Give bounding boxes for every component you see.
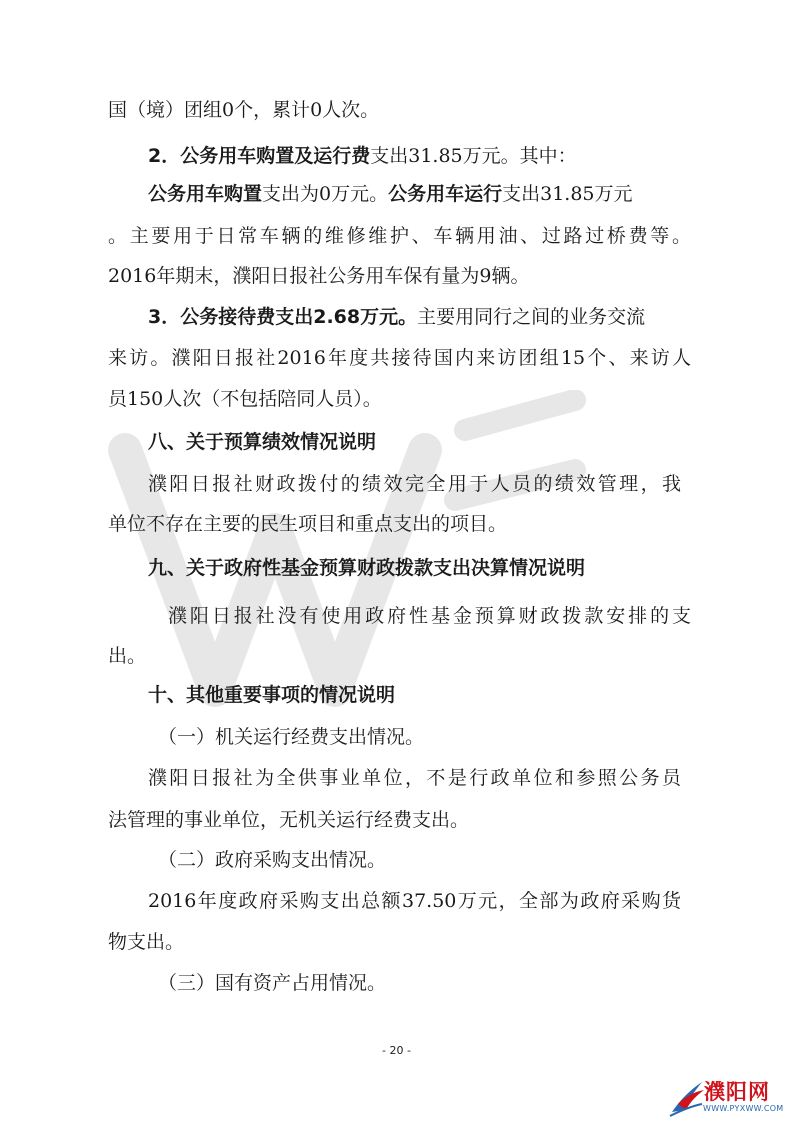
page-number: - 20 -	[382, 1044, 411, 1057]
bold-heading-text: 2．公务用车购置及运行费	[148, 145, 371, 167]
body-text: 支出31.85万元	[502, 183, 633, 205]
paragraph-line: 出。	[108, 645, 147, 667]
paragraph-line: 法管理的事业单位，无机关运行经费支出。	[108, 809, 470, 831]
paragraph-line	[148, 144, 793, 168]
body-text: 主要用同行之间的业务交流	[417, 306, 646, 328]
paragraph-line: 物支出。	[108, 931, 185, 953]
body-text: 支出为0万元。	[262, 183, 389, 205]
bold-heading-text: 公务用车运行	[388, 183, 503, 205]
subsection-heading: （一）机关运行经费支出情况。	[158, 726, 425, 748]
paragraph-line: 濮阳日报社没有使用政府性基金预算财政拨款安排的支	[168, 605, 691, 627]
paragraph-line: 来访。濮阳日报社2016年度共接待国内来访团组15个、来访人	[108, 347, 691, 369]
paragraph-line: 濮阳日报社财政拨付的绩效完全用于人员的绩效管理，我	[148, 473, 681, 495]
subsection-heading: （三）国有资产占用情况。	[158, 972, 387, 994]
section-heading: 八、关于预算绩效情况说明	[148, 431, 377, 453]
paragraph-line: 员150人次（不包括陪同人员）。	[108, 388, 382, 410]
section-heading: 九、关于政府性基金预算财政拨款支出决算情况说明	[148, 557, 586, 579]
subsection-heading: （二）政府采购支出情况。	[158, 849, 387, 871]
paragraph-line: 国（境）团组0个，累计0人次。	[108, 99, 380, 121]
logo-url: WWW.PYXWW.COM	[703, 1104, 784, 1113]
body-text: 支出31.85万元。其中：	[370, 145, 577, 167]
paragraph-line: 。主要用于日常车辆的维修维护、车辆用油、过路过桥费等。	[108, 225, 691, 247]
paragraph-line	[148, 305, 793, 329]
logo-name: 濮阳网	[704, 1080, 770, 1104]
paragraph-line	[148, 182, 793, 206]
paragraph-line: 单位不存在主要的民生项目和重点支出的项目。	[108, 513, 508, 535]
bold-heading-text: 公务用车购置	[148, 183, 263, 205]
paragraph-line: 2016年度政府采购支出总额37.50万元，全部为政府采购货	[148, 890, 681, 912]
bold-heading-text: 3．公务接待费支出2.68万元。	[148, 306, 418, 328]
paragraph-line: 濮阳日报社为全供事业单位，不是行政单位和参照公务员	[148, 767, 681, 789]
section-heading: 十、其他重要事项的情况说明	[148, 684, 396, 706]
paragraph-line: 2016年期末，濮阳日报社公务用车保有量为9辆。	[108, 265, 530, 287]
